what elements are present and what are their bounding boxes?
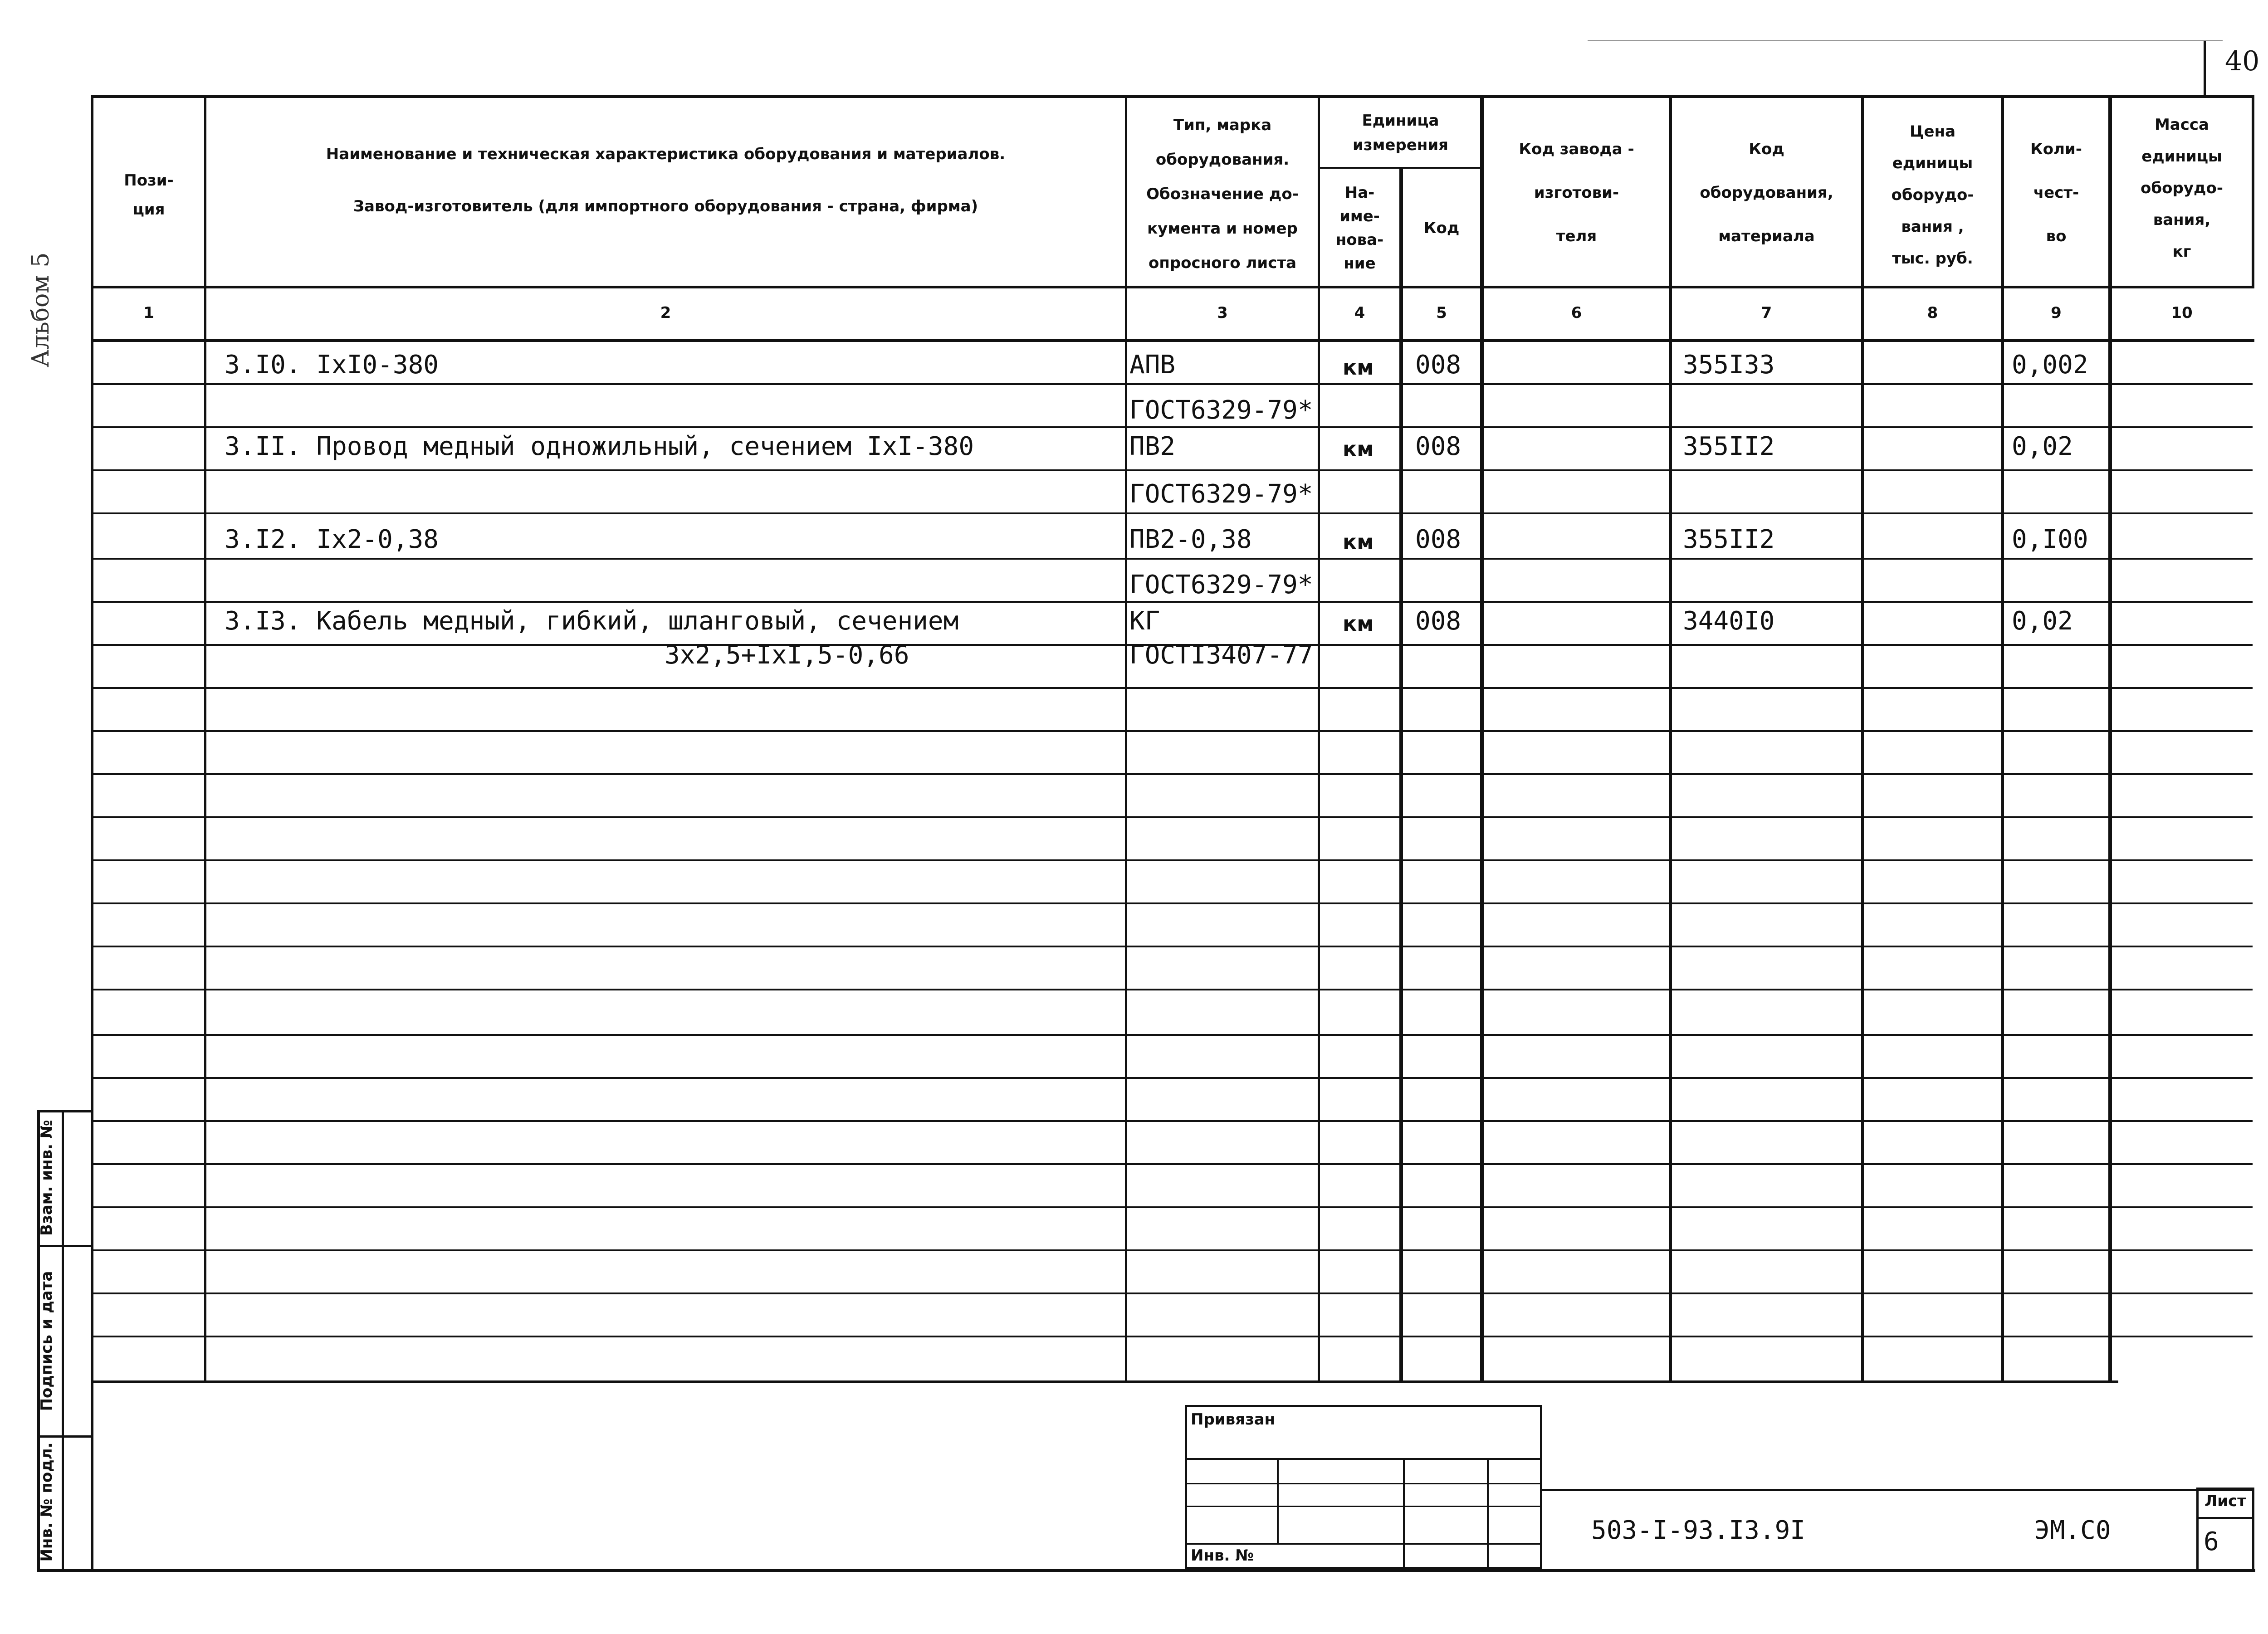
table-body-bottom: [91, 1380, 2118, 1383]
row-4-qty: 0,I00: [2012, 525, 2088, 554]
side-strip-top: [37, 1110, 93, 1112]
col7-right: [1861, 95, 1864, 1383]
colnum-6: 6: [1571, 304, 1582, 322]
row-7-name: 3x2,5+IxI,5-0,66: [665, 640, 909, 670]
row-line: [93, 1293, 2253, 1294]
row-line: [93, 558, 2253, 560]
row-0-type: АПВ: [1129, 350, 1176, 380]
header-qty: Коли- чест- во: [2030, 140, 2082, 245]
row-1-type: ГОСТ6329-79*: [1129, 395, 1313, 425]
sheet-number: 6: [2204, 1527, 2219, 1556]
row-line: [93, 687, 2253, 689]
row-6-type: КГ: [1129, 606, 1160, 636]
stamp-vline-1: [1277, 1458, 1279, 1544]
table-right-border: [2252, 95, 2254, 286]
col6-right: [1669, 95, 1672, 1383]
row-2-qty: 0,02: [2012, 432, 2073, 461]
side-strip-div1: [37, 1245, 93, 1247]
row-4-unit: км: [1343, 530, 1374, 554]
row-line: [93, 1163, 2253, 1165]
doc-code: 503-I-93.I3.9I: [1591, 1516, 1806, 1545]
header-position: Пози- ция: [124, 171, 174, 219]
row-line: [93, 1034, 2253, 1036]
row-2-unit-code: 008: [1415, 432, 1461, 461]
header-name-line1: Наименование и техническая характеристика оборудования и материалов.: [326, 145, 1006, 163]
row-6-unit-code: 008: [1415, 606, 1461, 636]
colnum-8: 8: [1927, 304, 1938, 322]
colnum-9: 9: [2051, 304, 2062, 322]
row-line: [93, 859, 2253, 861]
row-0-name: 3.I0. IxI0-380: [225, 350, 439, 380]
album-label: Альбом 5: [27, 252, 54, 367]
row-2-name: 3.II. Провод медный одножильный, сечением IxI-380: [225, 432, 974, 461]
col8-right: [2001, 95, 2004, 1383]
side-inv-replace: Взам. инв. №: [38, 1120, 56, 1236]
row-line: [93, 989, 2253, 990]
colnum-5: 5: [1436, 304, 1447, 322]
row-0-equip-code: 355I33: [1683, 350, 1775, 380]
row-4-unit-code: 008: [1415, 525, 1461, 554]
row-line: [93, 426, 2253, 428]
header-name-line2: Завод-изготовитель (для импортного оборудования - страна, фирма): [353, 197, 978, 215]
row-line: [93, 1249, 2253, 1251]
row-4-equip-code: 355II2: [1683, 525, 1775, 554]
col4-right: [1399, 167, 1403, 1383]
header-price: Цена единицы оборудо- вания , тыс. руб.: [1891, 122, 1974, 268]
row-6-equip-code: 3440I0: [1683, 606, 1775, 636]
row-line: [93, 1206, 2253, 1208]
row-0-unit-code: 008: [1415, 350, 1461, 380]
colnum-bottom-line: [91, 339, 2254, 342]
sheet-label: Лист: [2204, 1492, 2246, 1510]
row-0-qty: 0,002: [2012, 350, 2088, 380]
row-6-unit: км: [1343, 611, 1374, 636]
header-equip-code: Код оборудования, материала: [1700, 140, 1833, 245]
row-line: [93, 902, 2253, 904]
sheet-box-split: [2196, 1517, 2254, 1519]
colnum-3: 3: [1217, 304, 1228, 322]
side-inv-original: Инв. № подл.: [38, 1442, 56, 1562]
row-5-type: ГОСТ6329-79*: [1129, 570, 1313, 600]
col5-right: [1480, 95, 1484, 1383]
stamp-linked-label: Привязан: [1191, 1410, 1276, 1429]
colnum-2: 2: [660, 304, 671, 322]
header-unit-code: Код: [1423, 219, 1460, 237]
stamp-vline-3: [1487, 1458, 1489, 1569]
colnum-1: 1: [143, 304, 154, 322]
row-line: [93, 469, 2253, 471]
stamp-inv-label: Инв. №: [1191, 1546, 1254, 1565]
stamp-vline-2: [1403, 1458, 1405, 1569]
header-bottom-line: [91, 286, 2254, 288]
row-line: [93, 383, 2253, 385]
top-right-mark: [1588, 40, 2223, 41]
page-number-divider: [2204, 41, 2206, 95]
row-3-type: ГОСТ6329-79*: [1129, 479, 1313, 509]
header-plant-code: Код завода - изготови- теля: [1519, 140, 1634, 245]
header-unit: Единица измерения: [1353, 112, 1448, 154]
col2-right: [1125, 95, 1127, 1383]
row-line: [93, 816, 2253, 818]
row-2-equip-code: 355II2: [1683, 432, 1775, 461]
header-mass: Масса единицы оборудо- вания, кг: [2141, 116, 2223, 261]
col9-right: [2108, 95, 2112, 1383]
page-bottom-line: [37, 1569, 2255, 1572]
header-type: Тип, марка оборудования. Обозначение до- кумента и номер опросного листа: [1146, 116, 1299, 272]
header-unit-name: На- име- нова- ние: [1335, 183, 1384, 273]
side-signature-date: Подпись и дата: [38, 1271, 56, 1411]
row-2-unit: км: [1343, 437, 1374, 461]
row-line: [93, 1336, 2253, 1337]
colnum-4: 4: [1354, 304, 1365, 322]
page-number: 40: [2225, 45, 2260, 77]
colnum-10: 10: [2171, 304, 2193, 322]
col3-right: [1318, 95, 1320, 1383]
row-line: [93, 1077, 2253, 1079]
doc-mark: ЭМ.С0: [2034, 1516, 2111, 1545]
row-line: [93, 512, 2253, 514]
row-4-name: 3.I2. Ix2-0,38: [225, 525, 439, 554]
row-4-type: ПВ2-0,38: [1129, 525, 1252, 554]
row-6-qty: 0,02: [2012, 606, 2073, 636]
row-0-unit: км: [1343, 355, 1374, 380]
colnum-7: 7: [1761, 304, 1772, 322]
row-line: [93, 946, 2253, 947]
row-line: [93, 773, 2253, 775]
row-6-name: 3.I3. Кабель медный, гибкий, шланговый, сечением: [225, 606, 959, 636]
row-line: [93, 601, 2253, 603]
table-top-border: [91, 95, 2254, 98]
row-7-type: ГОСТI3407-77: [1129, 640, 1313, 670]
row-2-type: ПВ2: [1129, 432, 1176, 461]
row-line: [93, 1120, 2253, 1122]
title-block-top: [1542, 1489, 2254, 1491]
row-line: [93, 730, 2253, 732]
col1-right: [204, 95, 206, 1383]
